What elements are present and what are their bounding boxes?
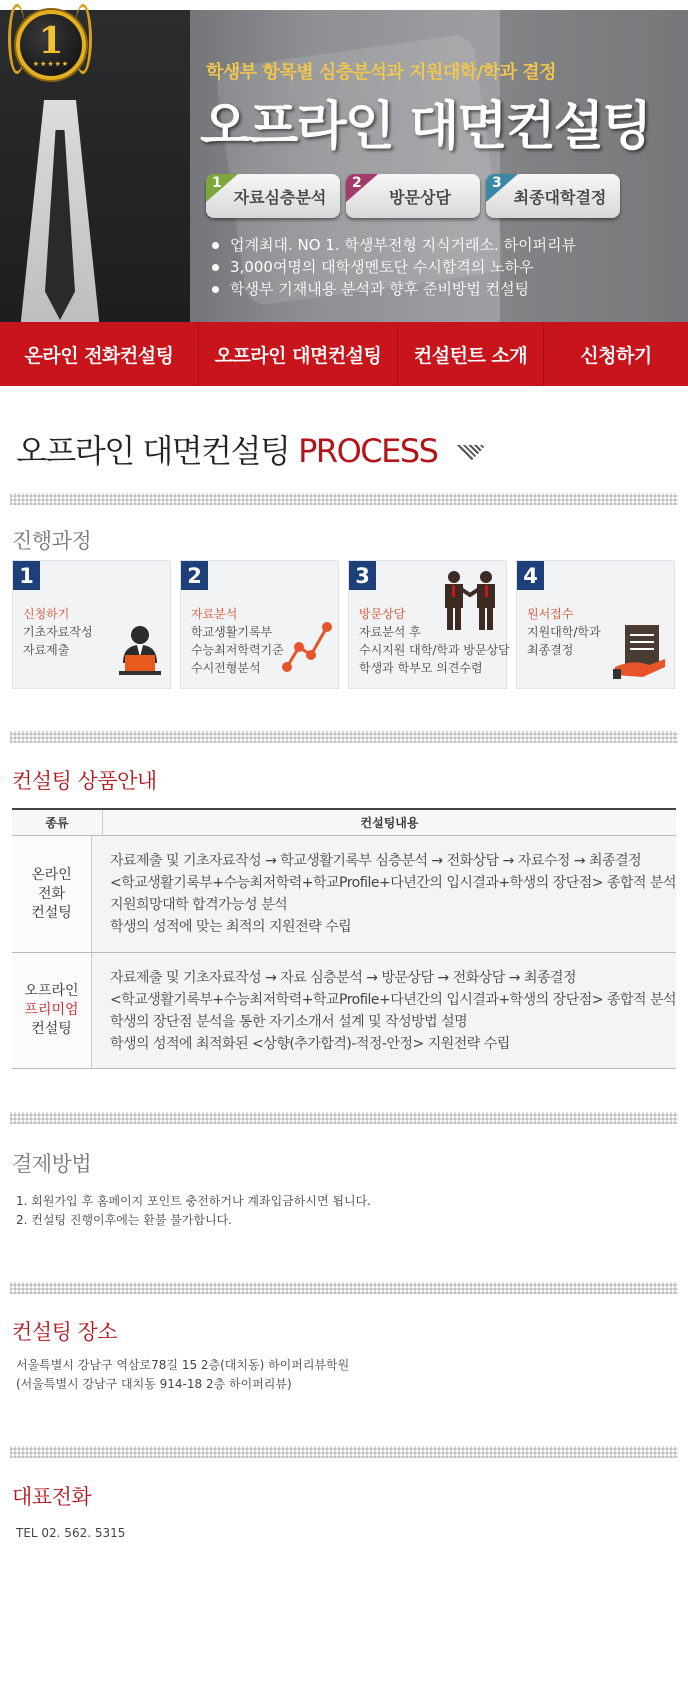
step-line: 최종결정 <box>527 643 574 657</box>
row-content: 자료제출 및 기초자료작성 → 자료 심층분석 → 방문상담 → 전화상담 → 최종결정 <학교생활기록부+수능최저학력+학교Profile+다년간의 입시결과+학생의 장단점> 종합적 분석 학생의 장단점 분석을 통한 자기소개서 설계 및 작성방법 설명 학생의 성적에 최적화된 <상향(추가합격)-적정-안정> 지원전략 수립 <box>109 970 676 1052</box>
section-divider <box>10 1446 678 1458</box>
hero-step-2: 2 방문상담 <box>346 174 480 218</box>
hero-title: 오프라인 대면컨설팅 <box>200 97 651 157</box>
hero-step-label: 자료심층분석 <box>233 187 327 207</box>
hero-banner <box>0 10 688 322</box>
step-number: 4 <box>517 561 544 590</box>
step-line: 자료분석 후 <box>359 625 421 639</box>
list-item: 1. 회원가입 후 홈페이지 포인트 충전하거나 계좌입금하시면 됩니다. <box>16 1194 371 1208</box>
step-line: 수시지원 대학/학과 방문상담 <box>359 643 510 657</box>
premium-label: 프리미엄 <box>24 1002 79 1018</box>
section-divider <box>10 1112 678 1124</box>
arrow-down-icon <box>456 445 486 461</box>
table-row <box>12 836 676 953</box>
payment-title: 결제방법 <box>12 1152 92 1176</box>
step-line: 수시전형분석 <box>191 661 261 675</box>
address-line: (서울특별시 강남구 대치동 914-18 2층 하이퍼리뷰) <box>16 1377 292 1391</box>
row-content: 자료제출 및 기초자료작성 → 학교생활기록부 심층분석 → 전화상담 → 자료수정 → 최종결정 <학교생활기록부+수능최저학력+학교Profile+다년간의 입시결과+학생의 장단점> 종합적 분석 지원희망대학 합격가능성 분석 학생의 성적에 맞는 최적의 지원전략 수립 <box>109 853 676 935</box>
phone-title: 대표전화 <box>12 1485 92 1509</box>
location-address <box>16 1356 349 1394</box>
step-number: 3 <box>349 561 376 590</box>
progress-cards <box>12 560 675 689</box>
header-type: 종류 <box>12 810 103 835</box>
step-line: 학교생활기록부 <box>191 625 273 639</box>
process-title-main: 오프라인 대면컨설팅 <box>16 432 290 470</box>
consultant-laptop-icon <box>117 623 163 681</box>
section-divider <box>10 1282 678 1294</box>
step-head: 신청하기 <box>23 607 70 621</box>
hero-bullet: 학생부 기재내용 분석과 향후 준비방법 컨설팅 <box>210 278 576 300</box>
hero-step-label: 방문상담 <box>389 187 451 207</box>
products-title: 컨설팅 상품안내 <box>12 769 157 793</box>
section-divider <box>10 731 678 743</box>
nav-apply[interactable]: 신청하기 <box>580 344 652 367</box>
document-submit-icon <box>613 623 669 679</box>
step-line: 자료제출 <box>23 643 70 657</box>
graph-icon <box>281 617 335 673</box>
nav-online-phone[interactable]: 온라인 전화컨설팅 <box>0 322 199 386</box>
nav-offline-meeting[interactable]: 오프라인 대면컨설팅 <box>199 322 398 386</box>
main-nav <box>0 322 688 386</box>
section-divider <box>10 493 678 505</box>
phone-number: TEL 02. 562. 5315 <box>16 1526 126 1540</box>
process-title <box>16 426 486 472</box>
progress-card-4 <box>516 560 675 689</box>
step-head: 원서접수 <box>527 607 574 621</box>
badge-stars: ★★★★★ <box>32 60 70 68</box>
table-header <box>12 810 676 836</box>
payment-list <box>16 1192 371 1230</box>
step-head: 방문상담 <box>359 607 406 621</box>
step-head: 자료분석 <box>191 607 238 621</box>
badge-number: 1 <box>38 20 64 62</box>
handshake-icon <box>439 569 501 631</box>
row-type: 오프라인 프리미엄 컨설팅 <box>12 953 92 1068</box>
hero-steps <box>206 174 620 218</box>
step-line: 학생과 학부모 의견수렴 <box>359 661 483 675</box>
progress-card-1 <box>12 560 171 689</box>
progress-card-3 <box>348 560 510 689</box>
location-title: 컨설팅 장소 <box>12 1320 118 1344</box>
progress-title: 진행과정 <box>12 529 92 553</box>
hero-bullets <box>210 234 576 300</box>
list-item: 2. 컨설팅 진행이후에는 환불 불가합니다. <box>16 1213 232 1227</box>
step-line: 기초자료작성 <box>23 625 93 639</box>
hero-bullet: 업계최대. NO 1. 학생부전형 지식거래소. 하이퍼리뷰 <box>210 234 576 256</box>
address-line: 서울특별시 강남구 역삼로78길 15 2층(대치동) 하이퍼리뷰학원 <box>16 1358 350 1372</box>
step-number: 1 <box>13 561 40 590</box>
hero-step-1: 1 자료심층분석 <box>206 174 340 218</box>
row-type: 온라인 전화 컨설팅 <box>12 836 92 952</box>
hero-subtitle: 학생부 항목별 심층분석과 지원대학/학과 결정 <box>206 62 557 83</box>
hero-step-label: 최종대학결정 <box>513 187 607 207</box>
header-content: 컨설팅내용 <box>360 816 419 830</box>
products-table <box>12 808 676 1069</box>
process-title-accent: PROCESS <box>298 432 438 470</box>
nav-consultants[interactable]: 컨설턴트 소개 <box>398 322 544 386</box>
rank-badge <box>8 4 92 88</box>
step-number: 2 <box>181 561 208 590</box>
step-corner <box>346 174 378 202</box>
step-line: 수능최저학력기준 <box>191 643 284 657</box>
table-row <box>12 953 676 1069</box>
step-line: 지원대학/학과 <box>527 625 601 639</box>
progress-card-2 <box>180 560 339 689</box>
hero-bullet: 3,000여명의 대학생멘토단 수시합격의 노하우 <box>210 256 576 278</box>
hero-step-3: 3 최종대학결정 <box>486 174 620 218</box>
